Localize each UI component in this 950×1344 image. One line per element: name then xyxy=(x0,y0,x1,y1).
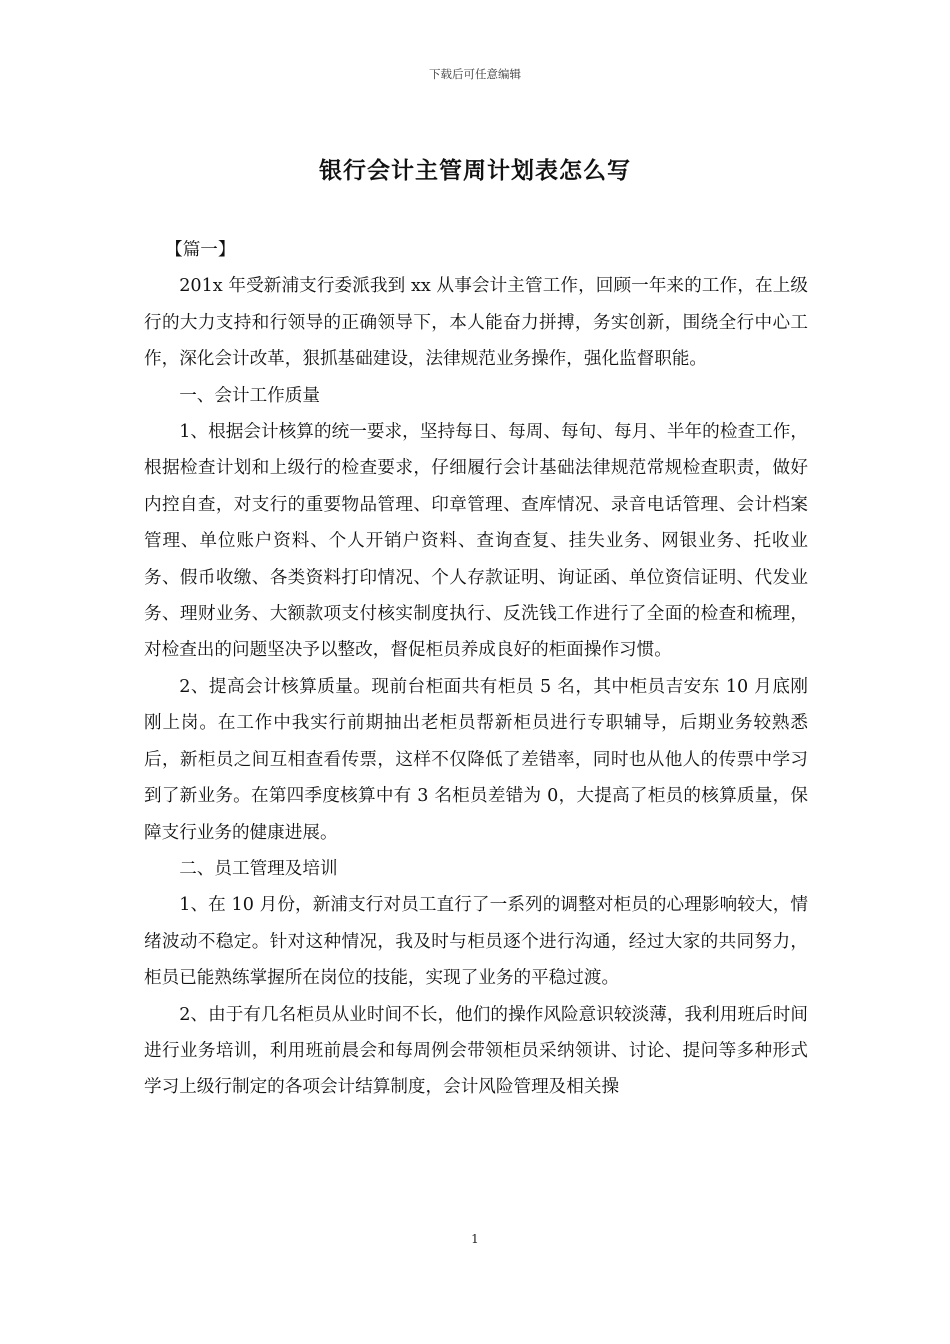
paragraph-accounting-quality: 2、提高会计核算质量。现前台柜面共有柜员 5 名，其中柜员吉安东 10 月底刚刚上岗。在工作中我实行前期抽出老柜员帮新柜员进行专职辅导，后期业务较熟悉后，新柜员之间互相查看传票，这样不仅降低了差错率，同时也从他人的传票中学习到了新业务。在第四季度核算中有 3 名柜员差错为 0，大提高了柜员的核算质量，保障支行业务的健康进展。 xyxy=(144,676,808,843)
paragraph-inspection: 1、根据会计核算的统一要求，坚持每日、每周、每旬、每月、半年的检查工作，根据检查计划和上级行的检查要求，仔细履行会计基础法律规范常规检查职责，做好内控自查，对支行的重要物品管理、印章管理、查库情况、录音电话管理、会计档案管理、单位账户资料、个人开销户资料、查询查复、挂失业务、网银业务、托收业务、假币收缴、各类资料打印情况、个人存款证明、询证函、单位资信证明、代发业务、理财业务、大额款项支付核实制度执行、反洗钱工作进行了全面的检查和梳理，对检查出的问题坚决予以整改，督促柜员养成良好的柜面操作习惯。 xyxy=(144,422,808,661)
paragraph-training: 2、由于有几名柜员从业时间不长，他们的操作风险意识较淡薄，我利用班后时间进行业务培训，利用班前晨会和每周例会带领柜员采纳领讲、讨论、提问等多种形式学习上级行制定的各项会计结算制度，会计风险管理及相关操 xyxy=(144,1004,808,1098)
heading-staff-training: 二、员工管理及培训 xyxy=(179,858,338,879)
paragraph-staff-adjustment: 1、在 10 月份，新浦支行对员工直行了一系列的调整对柜员的心理影响较大，情绪波动不稳定。针对这种情况，我及时与柜员逐个进行沟通，经过大家的共同努力，柜员已能熟练掌握所在岗位的技能，实现了业务的平稳过渡。 xyxy=(144,895,808,989)
document-title: 银行会计主管周计划表怎么写 xyxy=(319,158,631,184)
page-number: 1 xyxy=(471,1232,479,1246)
page-header-note: 下载后可任意编辑 xyxy=(429,67,521,81)
paragraph-intro: 201x 年受新浦支行委派我到 xx 从事会计主管工作，回顾一年来的工作，在上级行的大力支持和行领导的正确领导下，本人能奋力拼搏，务实创新，围绕全行中心工作，深化会计改革，狠抓基础建设，法律规范业务操作，强化监督职能。 xyxy=(144,276,808,370)
section-marker: 【篇一】 xyxy=(165,240,236,260)
heading-accounting-quality: 一、会计工作质量 xyxy=(179,385,320,406)
document-body xyxy=(144,232,808,1106)
